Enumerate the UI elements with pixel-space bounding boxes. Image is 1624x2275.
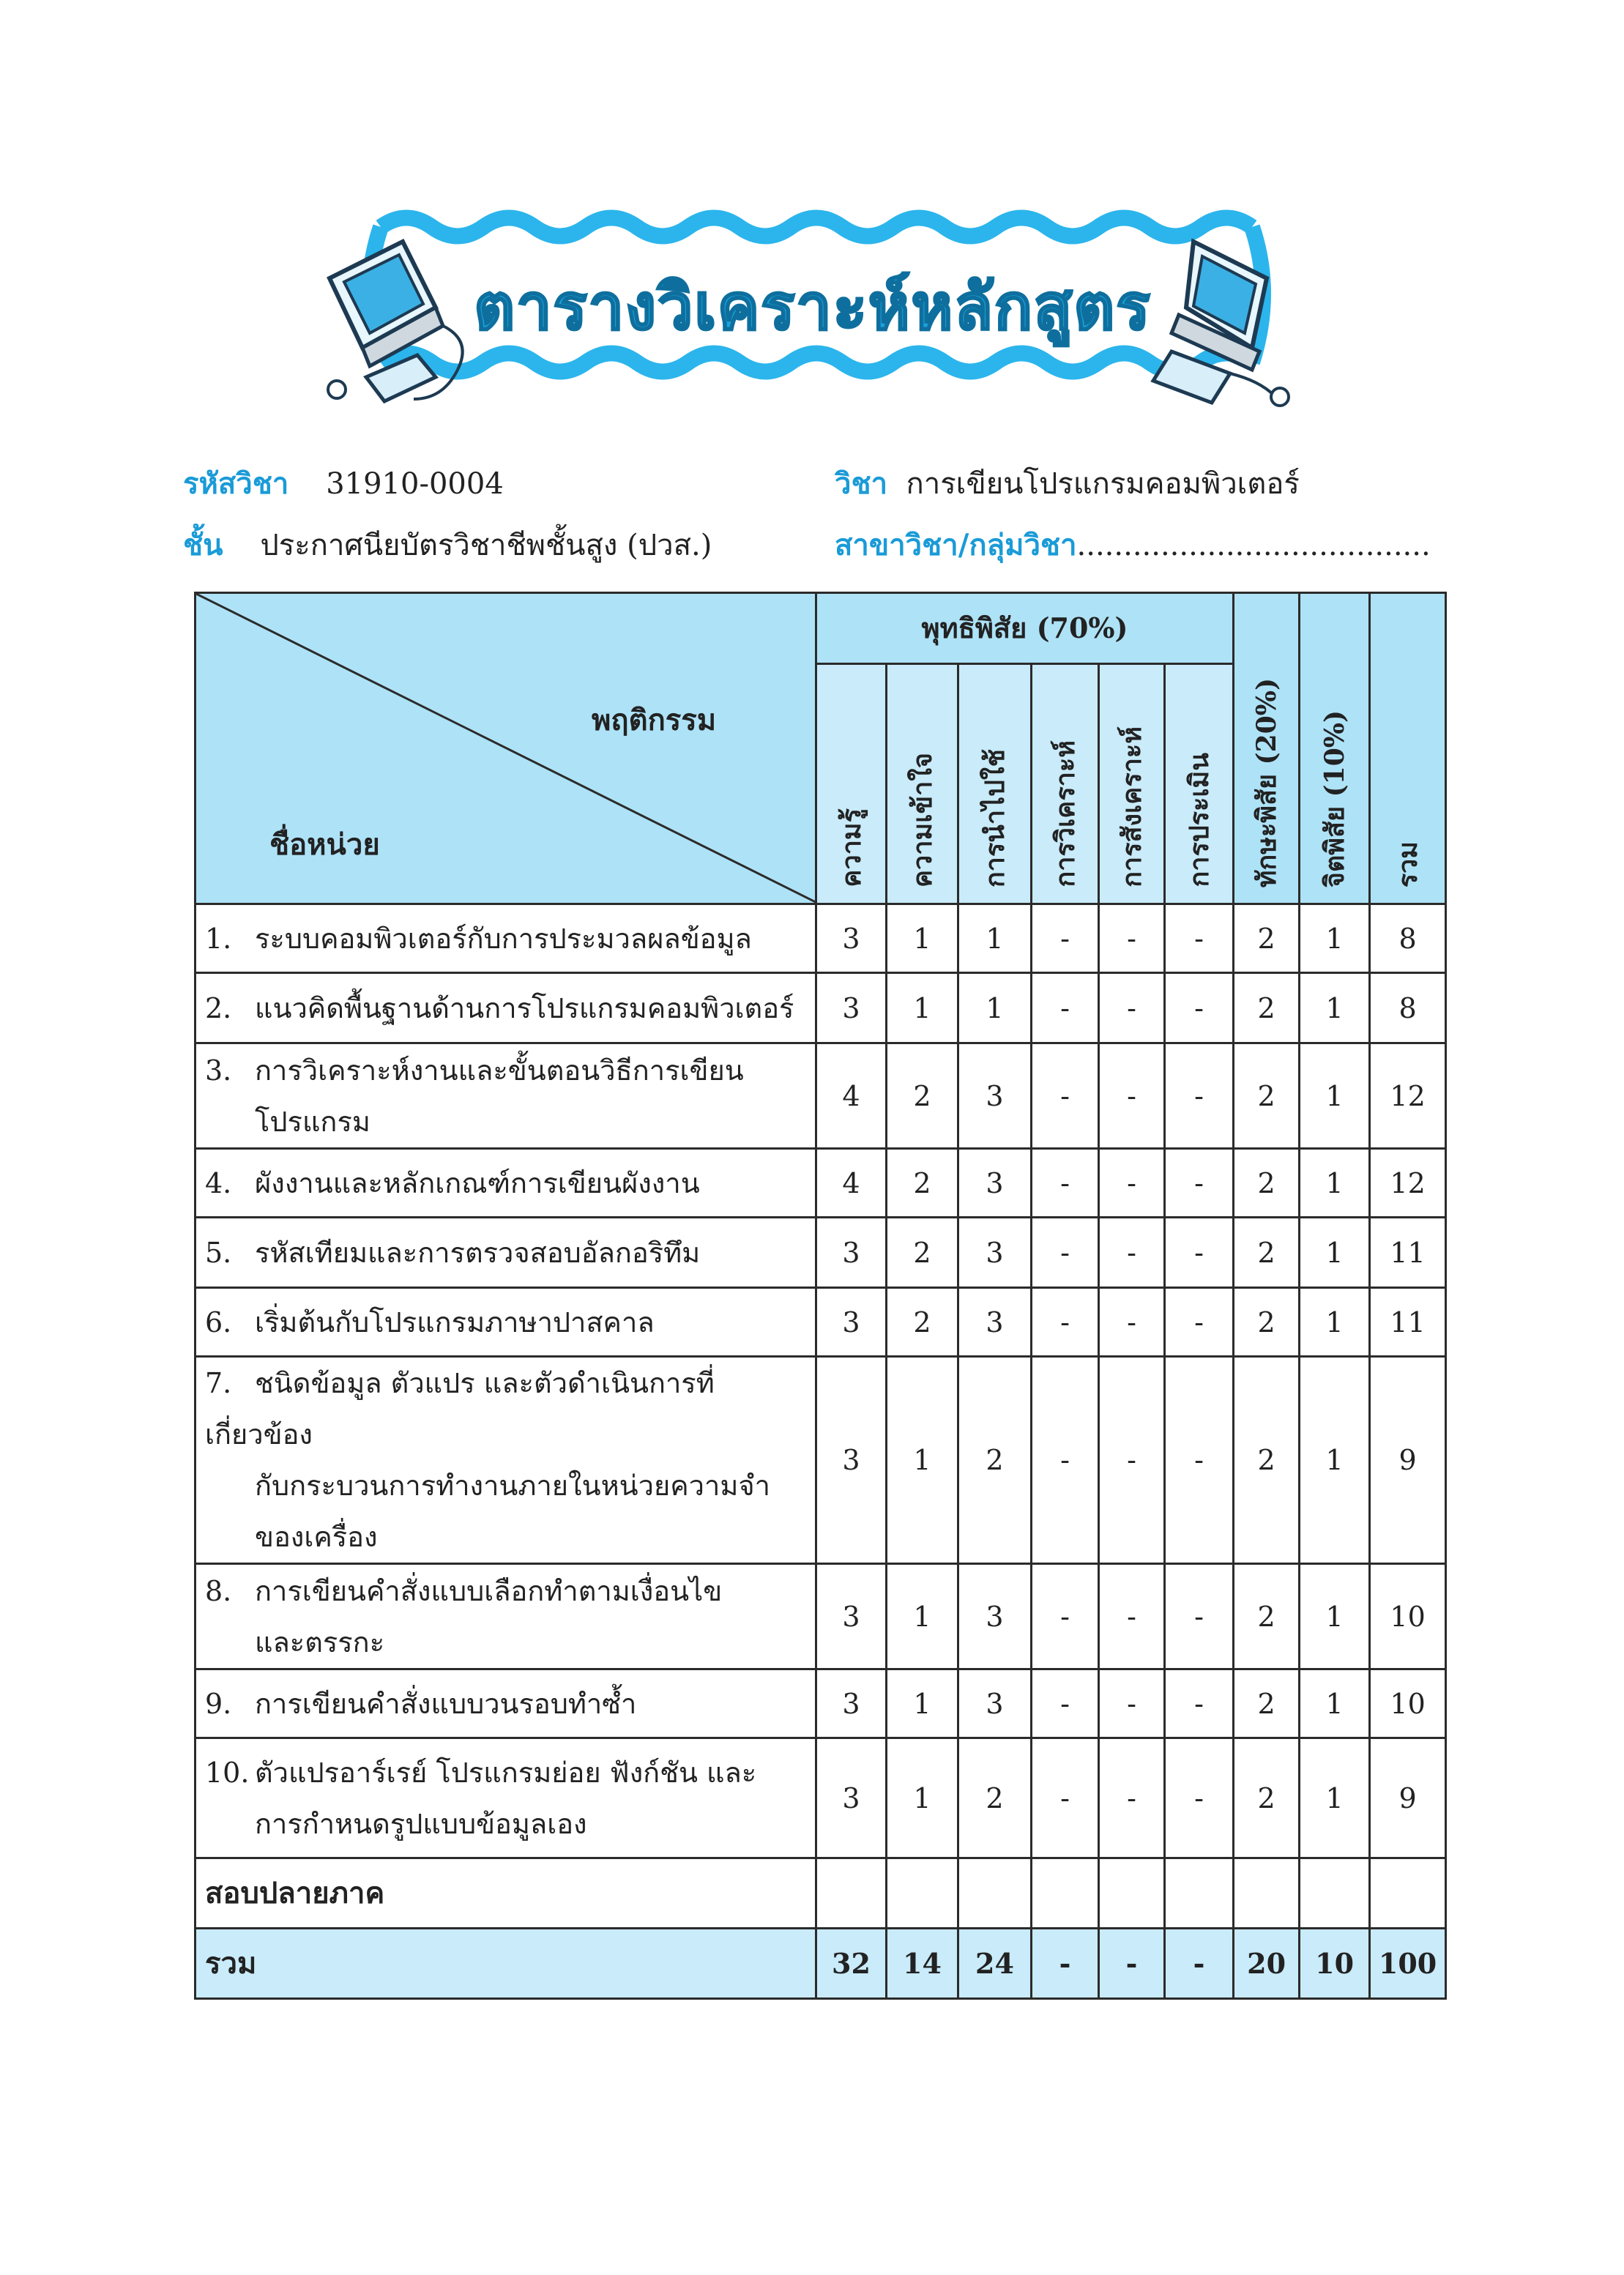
total-value-cell: 10: [1300, 1929, 1370, 1999]
value-cell: 1: [1300, 904, 1370, 973]
table-row: [195, 1218, 1446, 1288]
empty-cell: [1165, 1858, 1234, 1929]
value-cell: 1: [1300, 1564, 1370, 1669]
table-row: [195, 1669, 1446, 1738]
value-cell: 3: [958, 1564, 1032, 1669]
value-cell: 3: [958, 1669, 1032, 1738]
unit-name-cell: [195, 1043, 816, 1149]
unit-name-line: ผังงานและหลักเกณฑ์การเขียนผังงาน: [255, 1166, 700, 1199]
value-cell: 1: [1300, 973, 1370, 1043]
table-row: [195, 904, 1446, 973]
value-cell: 4: [816, 1149, 887, 1218]
title-banner: [315, 198, 1311, 417]
value-cell: -: [1032, 904, 1099, 973]
value-cell: -: [1165, 1288, 1234, 1357]
value-cell: 10: [1370, 1669, 1446, 1738]
unit-name-line: แนวคิดพื้นฐานด้านการโปรแกรมคอมพิวเตอร์: [255, 991, 794, 1024]
unit-name-cell: [195, 1218, 816, 1288]
value-cell: -: [1032, 1149, 1099, 1218]
value-cell: -: [1099, 1669, 1165, 1738]
value-cell: 1: [887, 1564, 958, 1669]
value-cell: -: [1099, 1149, 1165, 1218]
table-row: [195, 1149, 1446, 1218]
value-cell: -: [1099, 1218, 1165, 1288]
unit-name-cell: [195, 1357, 816, 1564]
final-exam-label: สอบปลายภาค: [195, 1858, 816, 1929]
value-cell: -: [1099, 1288, 1165, 1357]
value-cell: 3: [958, 1218, 1032, 1288]
value-cell: 3: [816, 1218, 887, 1288]
value-cell: -: [1165, 1043, 1234, 1149]
value-cell: 2: [958, 1357, 1032, 1564]
col-header-application: การนำไปใช้: [958, 663, 1032, 904]
value-cell: -: [1099, 1043, 1165, 1149]
value-cell: 3: [816, 1738, 887, 1858]
col-header-analysis: การวิเคราะห์: [1032, 663, 1099, 904]
value-cell: 1: [887, 904, 958, 973]
value-cell: -: [1032, 1357, 1099, 1564]
value-cell: -: [1099, 904, 1165, 973]
value-cell: 1: [958, 904, 1032, 973]
value-cell: 2: [1234, 1288, 1300, 1357]
branch-value: ......................................: [1076, 529, 1431, 562]
value-cell: 2: [1234, 1357, 1300, 1564]
unit-number: 6.: [205, 1306, 232, 1338]
value-cell: 2: [1234, 1564, 1300, 1669]
value-cell: 3: [816, 904, 887, 973]
value-cell: 3: [958, 1149, 1032, 1218]
value-cell: 1: [1300, 1738, 1370, 1858]
value-cell: 4: [816, 1043, 887, 1149]
empty-cell: [1300, 1858, 1370, 1929]
unit-number: 7.: [205, 1367, 232, 1399]
branch-label: สาขาวิชา/กลุ่มวิชา: [835, 528, 1077, 562]
value-cell: -: [1032, 1738, 1099, 1858]
total-value-cell: -: [1099, 1929, 1165, 1999]
value-cell: 1: [1300, 1357, 1370, 1564]
course-code-line: [183, 460, 504, 507]
empty-cell: [1370, 1858, 1446, 1929]
total-value-cell: 20: [1234, 1929, 1300, 1999]
value-cell: -: [1165, 1218, 1234, 1288]
value-cell: 2: [958, 1738, 1032, 1858]
unit-name-line: เริ่มต้นกับโปรแกรมภาษาปาสคาล: [255, 1306, 655, 1338]
table-body: [195, 904, 1446, 1999]
corner-header: [195, 593, 816, 904]
unit-name-line: การกำหนดรูปแบบข้อมูลเอง: [255, 1807, 587, 1840]
subject-value: การเขียนโปรแกรมคอมพิวเตอร์: [906, 467, 1300, 501]
value-cell: 3: [816, 1669, 887, 1738]
value-cell: -: [1165, 1738, 1234, 1858]
empty-cell: [1032, 1858, 1099, 1929]
table-row: [195, 1738, 1446, 1858]
corner-unit-label: ชื่อหน่วย: [269, 827, 380, 862]
value-cell: -: [1099, 973, 1165, 1043]
course-code-value: 31910-0004: [326, 467, 504, 501]
total-value-cell: 24: [958, 1929, 1032, 1999]
value-cell: 2: [1234, 1043, 1300, 1149]
value-cell: 8: [1370, 904, 1446, 973]
value-cell: 3: [816, 973, 887, 1043]
value-cell: 3: [816, 1288, 887, 1357]
col-header-total: รวม: [1370, 593, 1446, 904]
value-cell: 1: [887, 1357, 958, 1564]
subject-label: วิชา: [835, 466, 888, 501]
total-value-cell: 14: [887, 1929, 958, 1999]
value-cell: -: [1032, 1288, 1099, 1357]
unit-name-cell: [195, 1564, 816, 1669]
unit-name-cell: [195, 904, 816, 973]
level-label: ชั้น: [183, 528, 223, 562]
corner-behavior-label: พฤติกรรม: [592, 703, 717, 737]
unit-name-line: รหัสเทียมและการตรวจสอบอัลกอริทึม: [255, 1236, 701, 1269]
value-cell: 3: [958, 1043, 1032, 1149]
value-cell: -: [1032, 1218, 1099, 1288]
value-cell: 2: [887, 1149, 958, 1218]
value-cell: 12: [1370, 1149, 1446, 1218]
total-label: รวม: [195, 1929, 816, 1999]
table-row: [195, 1357, 1446, 1564]
value-cell: 11: [1370, 1218, 1446, 1288]
value-cell: 1: [1300, 1669, 1370, 1738]
unit-name-line: กับกระบวนการทำงานภายในหน่วยความจำ: [255, 1470, 770, 1502]
empty-cell: [1234, 1858, 1300, 1929]
value-cell: -: [1165, 1669, 1234, 1738]
empty-cell: [958, 1858, 1032, 1929]
value-cell: 3: [958, 1288, 1032, 1357]
curriculum-analysis-table: [194, 592, 1447, 2000]
col-header-evaluation: การประเมิน: [1165, 663, 1234, 904]
total-row: [195, 1929, 1446, 1999]
value-cell: 2: [1234, 1149, 1300, 1218]
empty-cell: [1099, 1858, 1165, 1929]
value-cell: 1: [1300, 1043, 1370, 1149]
col-header-affective: จิตพิสัย (10%): [1300, 593, 1370, 904]
unit-name-line: ระบบคอมพิวเตอร์กับการประมวลผลข้อมูล: [255, 922, 752, 955]
unit-name-cell: [195, 1669, 816, 1738]
value-cell: 11: [1370, 1288, 1446, 1357]
unit-number: 9.: [205, 1687, 232, 1720]
total-value-cell: -: [1165, 1929, 1234, 1999]
value-cell: 9: [1370, 1738, 1446, 1858]
value-cell: 10: [1370, 1564, 1446, 1669]
table-row: [195, 1564, 1446, 1669]
total-value-cell: 32: [816, 1929, 887, 1999]
unit-name-line: การเขียนคำสั่งแบบเลือกทำตามเงื่อนไข: [255, 1574, 723, 1607]
empty-cell: [816, 1858, 887, 1929]
level-value: ประกาศนียบัตรวิชาชีพชั้นสูง (ปวส.): [260, 529, 712, 562]
value-cell: 2: [887, 1043, 958, 1149]
value-cell: -: [1165, 904, 1234, 973]
table-row: [195, 1288, 1446, 1357]
value-cell: 2: [1234, 973, 1300, 1043]
value-cell: 9: [1370, 1357, 1446, 1564]
value-cell: 2: [887, 1218, 958, 1288]
unit-number: 3.: [205, 1054, 232, 1087]
unit-name-line: และตรรกะ: [255, 1626, 385, 1658]
value-cell: 2: [887, 1288, 958, 1357]
value-cell: 1: [887, 973, 958, 1043]
unit-name-cell: [195, 973, 816, 1043]
subject-line: [835, 460, 1300, 507]
value-cell: -: [1165, 973, 1234, 1043]
value-cell: 1: [1300, 1149, 1370, 1218]
col-header-comprehension: ความเข้าใจ: [887, 663, 958, 904]
value-cell: 1: [1300, 1218, 1370, 1288]
value-cell: 1: [887, 1738, 958, 1858]
unit-name-line: การวิเคราะห์งานและขั้นตอนวิธีการเขียน: [255, 1054, 744, 1087]
unit-name-line: ตัวแปรอาร์เรย์ โปรแกรมย่อย ฟังก์ชัน และ: [255, 1756, 757, 1789]
value-cell: -: [1032, 1669, 1099, 1738]
value-cell: 1: [1300, 1288, 1370, 1357]
value-cell: -: [1099, 1357, 1165, 1564]
value-cell: 8: [1370, 973, 1446, 1043]
unit-number: 1.: [205, 922, 232, 955]
unit-name-line: การเขียนคำสั่งแบบวนรอบทำซ้ำ: [255, 1687, 637, 1720]
unit-name-line: ชนิดข้อมูล ตัวแปร และตัวดำเนินการที่เกี่ยวข้อง: [205, 1367, 715, 1451]
value-cell: -: [1032, 1564, 1099, 1669]
value-cell: -: [1165, 1149, 1234, 1218]
branch-line: [835, 521, 1431, 568]
total-value-cell: -: [1032, 1929, 1099, 1999]
empty-cell: [887, 1858, 958, 1929]
unit-number: 4.: [205, 1166, 232, 1199]
unit-number: 8.: [205, 1574, 232, 1607]
col-header-psychomotor: ทักษะพิสัย (20%): [1234, 593, 1300, 904]
unit-name-cell: [195, 1738, 816, 1858]
level-line: [183, 521, 712, 568]
value-cell: -: [1032, 1043, 1099, 1149]
cognitive-group-header: พุทธิพิสัย (70%): [816, 593, 1234, 664]
value-cell: 2: [1234, 1669, 1300, 1738]
value-cell: 1: [887, 1669, 958, 1738]
unit-name-cell: [195, 1149, 816, 1218]
value-cell: -: [1165, 1357, 1234, 1564]
unit-number: 2.: [205, 991, 232, 1024]
unit-name-line: โปรแกรม: [255, 1105, 370, 1138]
table-row: [195, 1043, 1446, 1149]
value-cell: 12: [1370, 1043, 1446, 1149]
col-header-knowledge: ความรู้: [816, 663, 887, 904]
value-cell: 1: [958, 973, 1032, 1043]
value-cell: -: [1099, 1738, 1165, 1858]
course-code-label: รหัสวิชา: [183, 466, 289, 501]
unit-number: 10.: [205, 1756, 250, 1789]
unit-name-cell: [195, 1288, 816, 1357]
total-value-cell: 100: [1370, 1929, 1446, 1999]
value-cell: 3: [816, 1564, 887, 1669]
table-row: [195, 973, 1446, 1043]
value-cell: 2: [1234, 1738, 1300, 1858]
unit-name-line: ของเครื่อง: [255, 1521, 378, 1553]
col-header-synthesis: การสังเคราะห์: [1099, 663, 1165, 904]
value-cell: -: [1099, 1564, 1165, 1669]
value-cell: 2: [1234, 1218, 1300, 1288]
value-cell: -: [1165, 1564, 1234, 1669]
value-cell: 3: [816, 1357, 887, 1564]
final-exam-row: [195, 1858, 1446, 1929]
value-cell: 2: [1234, 904, 1300, 973]
value-cell: -: [1032, 973, 1099, 1043]
page-title: ตารางวิเคราะห์หลักสูตร: [474, 271, 1152, 344]
unit-number: 5.: [205, 1236, 232, 1269]
